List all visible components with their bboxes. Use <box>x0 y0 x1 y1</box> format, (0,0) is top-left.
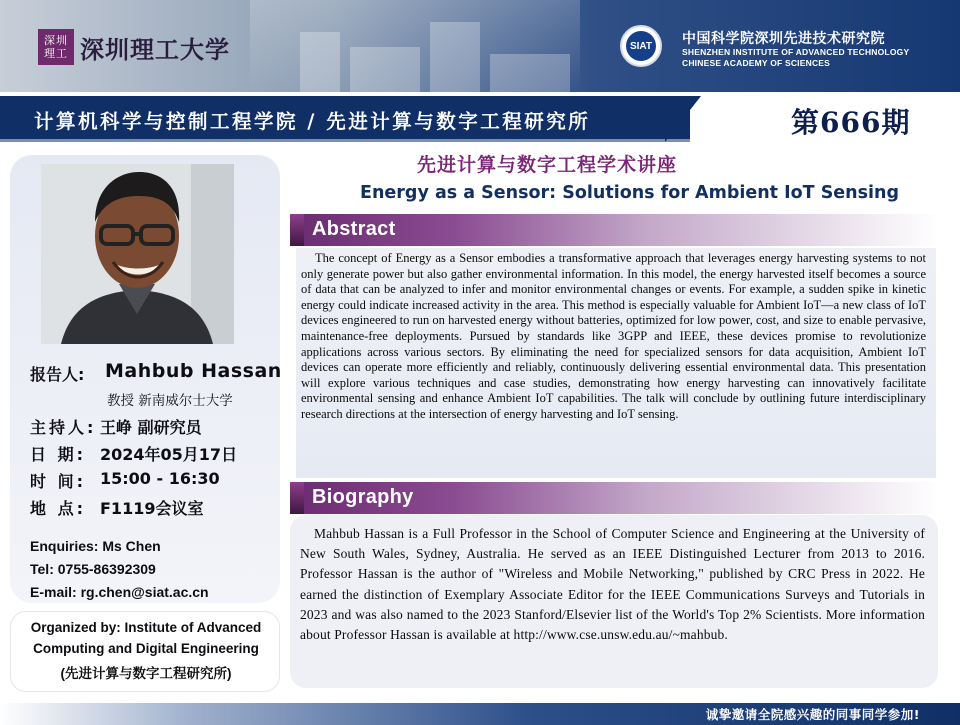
organizer-line1: Organized by: Institute of Advanced <box>30 620 262 635</box>
siat-logo-text: SIAT <box>626 31 656 61</box>
organizer-line3: (先进计算与数字工程研究所) <box>60 666 232 681</box>
building-shape <box>430 22 480 92</box>
speaker-photo <box>41 164 234 344</box>
school-bar-notch <box>665 96 701 142</box>
siat-logo <box>620 25 662 67</box>
host-label: 主持人: <box>30 418 97 437</box>
biography-header-tab <box>290 482 304 514</box>
university-name: 深圳理工大学 <box>80 36 230 64</box>
school-title: 计算机科学与控制工程学院 / 先进计算与数字工程研究所 <box>34 110 591 133</box>
time-value: 15:00 - 16:30 <box>100 469 220 488</box>
lecture-series-title: 先进计算与数字工程学术讲座 <box>417 154 678 176</box>
siat-name-en-line2: CHINESE ACADEMY OF SCIENCES <box>682 58 831 68</box>
place-label: 地 点: <box>30 499 86 518</box>
biography-header <box>290 482 938 514</box>
date-label: 日 期: <box>30 445 86 464</box>
date-value: 2024年05月17日 <box>100 445 238 464</box>
time-label: 时 间: <box>30 472 86 491</box>
contact-email[interactable]: E-mail: rg.chen@siat.ac.cn <box>30 584 209 600</box>
contact-tel: Tel: 0755-86392309 <box>30 561 156 577</box>
abstract-header <box>290 214 938 246</box>
building-shape <box>300 32 340 92</box>
speaker-title: 教授 新南威尔士大学 <box>107 393 233 409</box>
speaker-name: Mahbub Hassan <box>105 360 282 382</box>
place-value: F1119会议室 <box>100 499 204 518</box>
siat-name-en-line1: SHENZHEN INSTITUTE OF ADVANCED TECHNOLOGY <box>682 47 910 57</box>
talk-title: Energy as a Sensor: Solutions for Ambient IoT Sensing <box>360 183 900 203</box>
university-logo: 深圳 理工 <box>38 29 74 65</box>
abstract-header-tab <box>290 214 304 246</box>
abstract-text: The concept of Energy as a Sensor embodies a transformative approach that leverages energy harvesting systems to not only generate power but also gather environmental information. In this model, the energy harvested itself becomes a source of data that can be analyzed to infer and monitor environmental changes or events. For example, a sudden spike in kinetic energy could indicate increased activity in the area. This method is especially valuable for Ambient IoT—a new class of IoT devices engineered to run on harvested energy without batteries, optimized for low power, cost, and size to enable pervasive, maintenance-free deployments. Pursued by standards like 3GPP and IEEE, these devices promise to revolutionize applications across various sectors. By eliminating the need for specialized sensors for data acquisition, Ambient IoT devices can operate more efficiently and reliably, continuously delivering essential environmental data. This presentation will explore various techniques and case studies, demonstrating how energy harvesting can innovatively facilitate environmental sensing and enhance Ambient IoT capabilities. The talk will conclude by outlining future interdisciplinary research directions at the intersection of energy harvesting and IoT sensing. <box>301 251 926 421</box>
organizer-box <box>10 611 280 692</box>
siat-name-cn: 中国科学院深圳先进技术研究院 <box>682 31 885 47</box>
building-shape <box>490 54 570 92</box>
issue-number: 第666期 <box>791 106 911 139</box>
speaker-label: 报告人: <box>30 365 85 384</box>
host-value: 王峥 副研究员 <box>100 418 202 437</box>
organizer-line2: Computing and Digital Engineering <box>33 641 259 656</box>
building-shape <box>350 47 420 92</box>
contact-enquiries: Enquiries: Ms Chen <box>30 538 161 554</box>
biography-heading: Biography <box>312 486 414 508</box>
speaker-portrait-image <box>41 164 234 344</box>
abstract-heading: Abstract <box>312 218 396 240</box>
footer-invitation: 诚挚邀请全院感兴趣的同事同学参加! <box>705 707 920 722</box>
biography-text: Mahbub Hassan is a Full Professor in the School of Computer Science and Engineering at the University of New South Wales, Sydney, Australia. He served as an IEEE Distinguished Lecturer from 2013 to 2016. Professor Hassan is the author of "Wireless and Mobile Networking," published by CRC Press in 2022. He earned the distinction of Exemplary Associate Editor for the IEEE Communications Surveys and Tutorials in 2023 and was also named to the 2023 Stanford/Elsevier list of the World's Top 2% Scientists. More information about Professor Hassan is available at http://www.cse.unsw.edu.au/~mahbub. <box>300 526 925 643</box>
